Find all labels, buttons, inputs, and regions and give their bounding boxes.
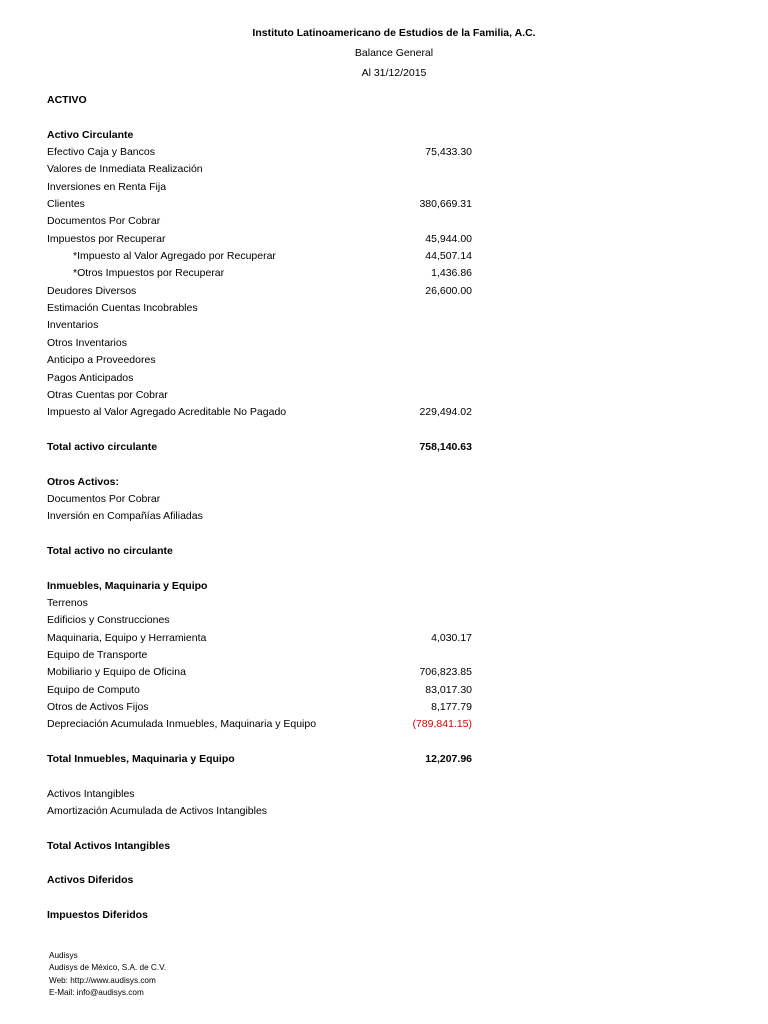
account-row xyxy=(47,682,477,699)
account-row xyxy=(47,231,477,248)
account-label: Activos Intangibles xyxy=(47,787,135,800)
account-label: Activos Diferidos xyxy=(47,874,134,887)
footer-company: Audisys de México, S.A. de C.V. xyxy=(49,963,167,973)
account-label: Edificios y Construcciones xyxy=(47,614,170,627)
account-value: 12,207.96 xyxy=(425,753,472,766)
footer-email: E-Mail: info@audisys.com xyxy=(49,987,144,997)
footer-brand: Audisys xyxy=(49,951,78,960)
section-row xyxy=(47,474,477,491)
account-value: 8,177.79 xyxy=(431,701,472,714)
account-label: Otros Inventarios xyxy=(47,336,127,349)
section-row xyxy=(47,872,477,889)
account-label: *Otros Impuestos por Recuperar xyxy=(73,267,225,280)
account-label: ACTIVO xyxy=(47,94,87,106)
account-value: 44,507.14 xyxy=(425,250,472,263)
account-label: Pagos Anticipados xyxy=(47,371,134,384)
account-label: Inmuebles, Maquinaria y Equipo xyxy=(47,579,208,592)
account-row xyxy=(47,352,477,369)
account-label: *Impuesto al Valor Agregado por Recuperar xyxy=(73,250,276,263)
account-row xyxy=(47,370,477,387)
account-value: 45,944.00 xyxy=(425,232,472,245)
account-label: Otros Activos: xyxy=(47,475,119,488)
account-row xyxy=(47,647,477,664)
account-label: Total activo circulante xyxy=(47,440,158,453)
account-label: Impuestos por Recuperar xyxy=(47,232,166,245)
account-row xyxy=(47,803,477,820)
account-row xyxy=(47,404,477,421)
account-row xyxy=(47,300,477,317)
account-value: 229,494.02 xyxy=(419,406,472,419)
account-row xyxy=(47,248,477,265)
section-row xyxy=(47,578,477,595)
spacer-row xyxy=(47,422,477,439)
account-label: Total activo no circulante xyxy=(47,544,173,557)
spacer-row xyxy=(47,890,477,907)
account-value: 75,433.30 xyxy=(425,146,472,159)
section-row xyxy=(47,838,477,855)
account-row xyxy=(47,387,477,404)
account-value: 4,030.17 xyxy=(431,631,472,644)
account-row xyxy=(47,179,477,196)
section-row xyxy=(47,92,477,109)
account-row xyxy=(47,612,477,629)
company-name: Instituto Latinoamericano de Estudios de la Familia, A.C. xyxy=(252,27,536,39)
report-header xyxy=(0,26,768,86)
account-label: Inventarios xyxy=(47,319,99,332)
account-label: Inversiones en Renta Fija xyxy=(47,180,167,193)
account-label: Anticipo a Proveedores xyxy=(47,354,156,367)
account-value: (789,841.15) xyxy=(412,718,472,731)
spacer-row xyxy=(47,109,477,126)
account-row xyxy=(47,716,477,733)
account-label: Equipo de Transporte xyxy=(47,649,148,661)
account-label: Otras Cuentas por Cobrar xyxy=(47,388,168,401)
footer xyxy=(49,950,166,999)
account-value: 83,017.30 xyxy=(425,683,472,696)
report-title: Balance General xyxy=(354,47,434,59)
account-row xyxy=(47,144,477,161)
account-value: 26,600.00 xyxy=(425,284,472,297)
account-row xyxy=(47,196,477,213)
account-label: Amortización Acumulada de Activos Intangibles xyxy=(47,805,268,818)
account-label: Mobiliario y Equipo de Oficina xyxy=(47,666,186,679)
account-label: Documentos Por Cobrar xyxy=(47,215,161,228)
account-label: Total Activos Intangibles xyxy=(47,839,171,852)
account-row xyxy=(47,630,477,647)
account-row xyxy=(47,265,477,282)
spacer-row xyxy=(47,820,477,837)
spacer-row xyxy=(47,734,477,751)
account-label: Clientes xyxy=(47,198,85,211)
account-value: 706,823.85 xyxy=(419,666,472,679)
spacer-row xyxy=(47,855,477,872)
account-value: 1,436.86 xyxy=(431,267,472,280)
account-label: Documentos Por Cobrar xyxy=(47,492,161,505)
section-row xyxy=(47,907,477,924)
section-row xyxy=(47,439,477,456)
account-row xyxy=(47,595,477,612)
account-row xyxy=(47,508,477,525)
report-date: Al 31/12/2015 xyxy=(361,67,427,79)
account-row xyxy=(47,699,477,716)
account-label: Efectivo Caja y Bancos xyxy=(47,146,155,159)
account-label: Maquinaria, Equipo y Herramienta xyxy=(47,631,207,644)
account-label: Valores de Inmediata Realización xyxy=(47,163,203,176)
account-value: 758,140.63 xyxy=(419,440,472,453)
account-label: Impuesto al Valor Agregado Acreditable No Pagado xyxy=(47,406,287,419)
section-row xyxy=(47,543,477,560)
spacer-row xyxy=(47,768,477,785)
balance-sheet-table xyxy=(47,92,477,925)
account-row xyxy=(47,786,477,803)
account-label: Equipo de Computo xyxy=(47,683,140,696)
account-row xyxy=(47,213,477,230)
account-label: Estimación Cuentas Incobrables xyxy=(47,302,198,315)
account-value: 380,669.31 xyxy=(419,198,472,211)
account-row xyxy=(47,335,477,352)
account-label: Depreciación Acumulada Inmuebles, Maquinaria y Equipo xyxy=(47,718,317,731)
account-row xyxy=(47,491,477,508)
account-label: Inversión en Compañías Afiliadas xyxy=(47,510,203,523)
account-row xyxy=(47,161,477,178)
account-label: Terrenos xyxy=(47,596,88,609)
section-row xyxy=(47,751,477,768)
account-row xyxy=(47,317,477,334)
account-label: Activo Circulante xyxy=(47,128,134,141)
spacer-row xyxy=(47,560,477,577)
account-row xyxy=(47,664,477,681)
account-label: Deudores Diversos xyxy=(47,284,137,297)
spacer-row xyxy=(47,456,477,473)
section-row xyxy=(47,127,477,144)
account-label: Otros de Activos Fijos xyxy=(47,701,149,714)
account-label: Total Inmuebles, Maquinaria y Equipo xyxy=(47,753,235,766)
spacer-row xyxy=(47,526,477,543)
account-row xyxy=(47,283,477,300)
account-label: Impuestos Diferidos xyxy=(47,909,148,922)
footer-web: Web: http://www.audisys.com xyxy=(49,975,156,985)
